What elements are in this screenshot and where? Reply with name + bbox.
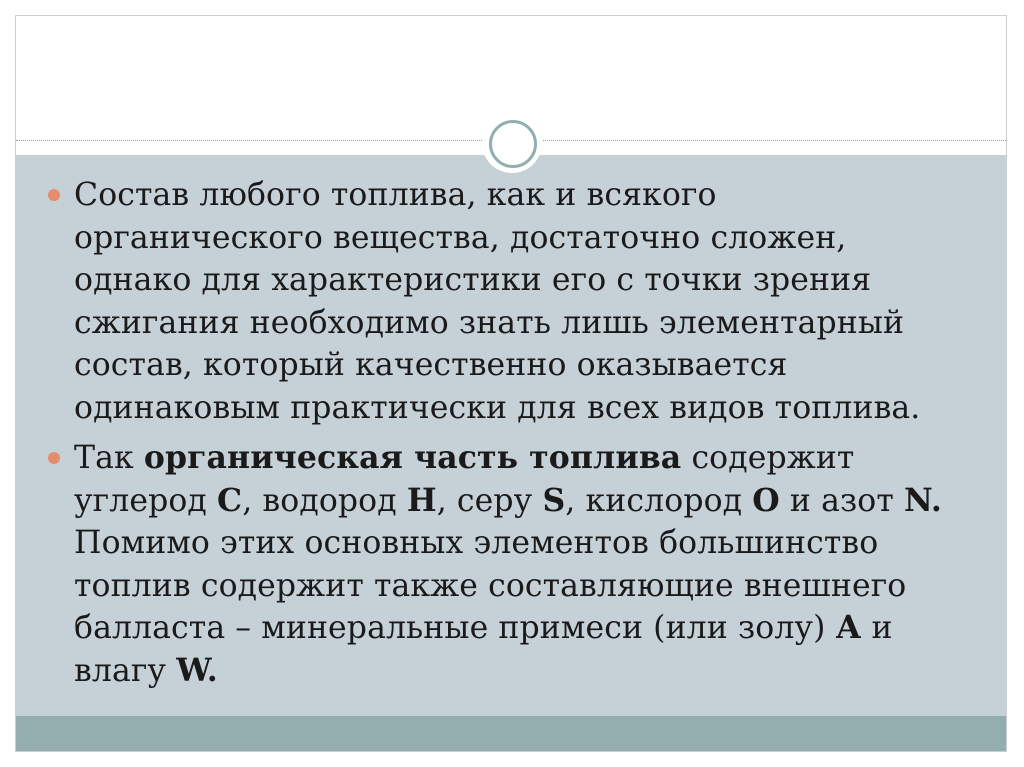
bullet-text-part: Помимо этих основных элементов большинство топлив содержит также составляющие внешнего балласта – минеральные примеси (или золу) (74, 525, 907, 646)
element-symbol: S (542, 481, 566, 519)
circle-ornament-icon (482, 113, 542, 173)
element-symbol: W. (176, 651, 218, 689)
bullet-text-part: , кислород (565, 482, 753, 519)
content-text (48, 174, 968, 700)
bullet-text-part: и влагу (74, 610, 893, 689)
bullet-text: Состав любого топлива, как и всякого органического вещества, достаточно сложен, однако для характеристики его с точки зрения сжигания необходимо знать лишь элементарный состав, который качественно оказывается одинаковым практически для всех видов топлива. (74, 177, 921, 426)
bottom-accent-band (16, 716, 1006, 751)
element-symbol: N. (904, 481, 942, 519)
bullet-item-2 (48, 437, 968, 692)
bullet-text-part: Так (74, 440, 144, 476)
bold-term: органическая часть топлива (143, 439, 682, 476)
element-symbol: О (752, 481, 780, 519)
element-symbol: А (835, 609, 862, 646)
bullet-text-part: и азот (779, 482, 904, 519)
bullet-dot-icon (48, 189, 60, 201)
bullet-text-part: , серу (436, 482, 543, 519)
bullet-item-1 (48, 174, 968, 429)
bullet-dot-icon (48, 452, 60, 464)
element-symbol: С (217, 481, 243, 519)
circle-ring (489, 120, 537, 168)
element-symbol: Н (406, 481, 437, 519)
bullet-text-part: содержит углерод (74, 440, 855, 519)
bullet-text-part: , водород (242, 482, 407, 519)
